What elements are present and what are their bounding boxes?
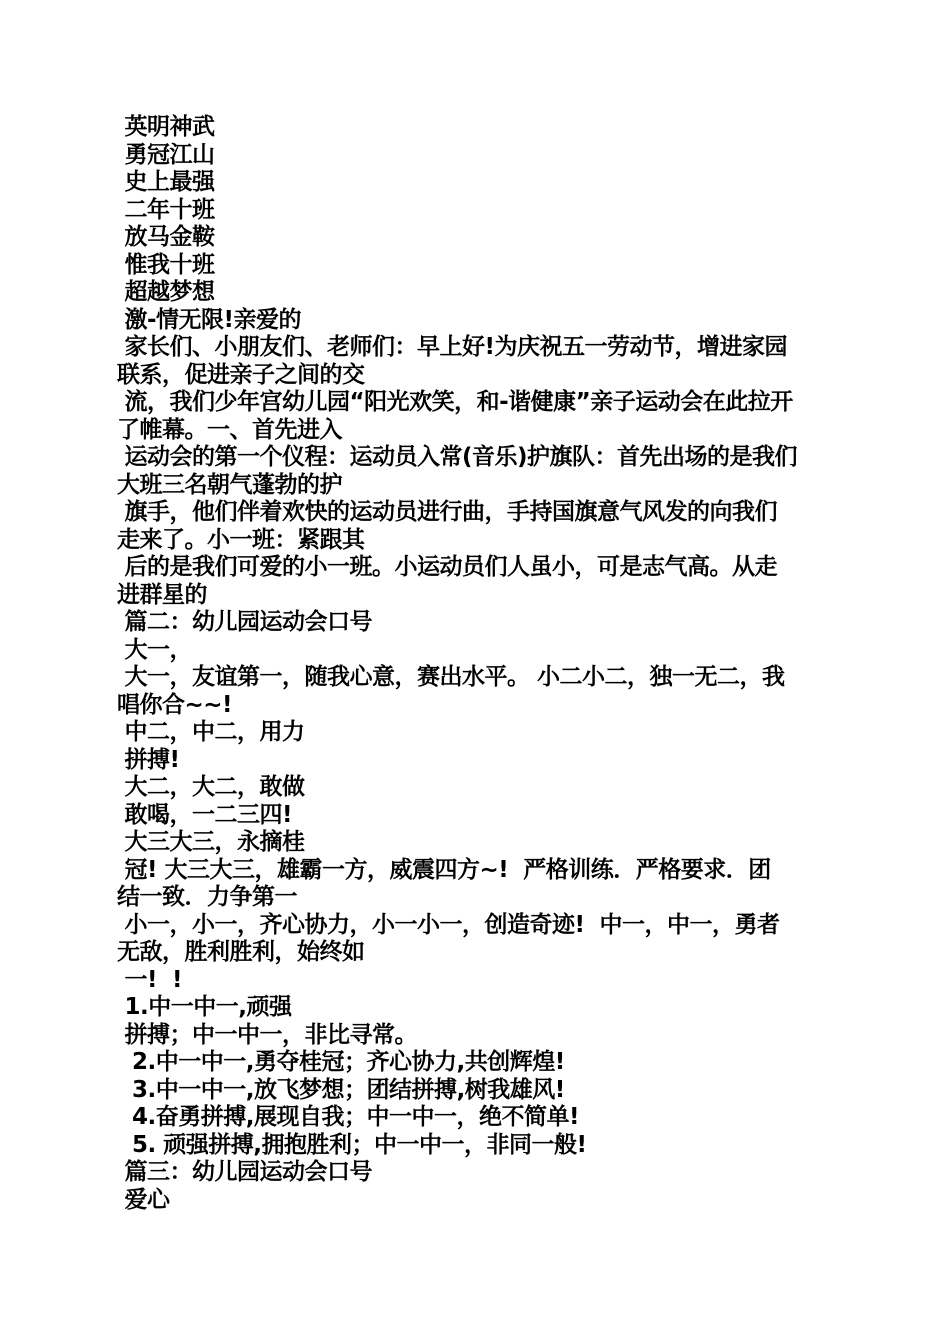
text-line: 放马金鞍 [117,224,215,250]
text-line: 流，我们少年宫幼儿园“阳光欢笑，和-谐健康”亲子运动会在此拉开 [117,389,793,415]
text-line: 拼搏! [117,746,180,773]
text-line: 家长们、小朋友们、老师们：早上好!为庆祝五一劳动节，增进家园 [117,334,787,360]
text-line: 中二，中二，用力 [117,719,305,745]
text-line: 大二，大二，敢做 [117,774,305,800]
text-line: 超越梦想 [117,279,215,305]
list-item: 4.奋勇拼搏,展现自我；中一中一，绝不简单! [117,1104,579,1130]
text-line: 大一，友谊第一，随我心意，赛出水平。 小二小二，独一无二，我 [117,664,785,690]
text-line: 了帷幕。一、首先进入 [117,416,342,443]
text-line: 大班三名朝气蓬勃的护 [117,471,342,498]
text-line: 后的是我们可爱的小一班。小运动员们人虽小，可是志气高。从走 [117,554,778,580]
list-item: 3.中一中一,放飞梦想；团结拼搏,树我雄风! [117,1076,565,1103]
text-line: 英明神武 [117,114,215,140]
text-line: 冠! 大三大三，雄霸一方，威震四方~! 严格训练．严格要求．团 [117,856,771,883]
list-item: 5. 顽强拼搏,拥抱胜利；中一中一，非同一般! [117,1131,587,1158]
text-line: 唱你合~~! [117,691,233,718]
text-line: 激-情无限!亲爱的 [117,306,302,333]
text-line: 走来了。小一班：紧跟其 [117,526,365,553]
text-line: 无敌，胜利胜利，始终如 [117,939,365,965]
text-line: 勇冠江山 [117,141,215,168]
text-line: 敢喝，一二三四! [117,801,292,828]
text-line: 惟我十班 [117,251,215,278]
section-heading: 篇二：幼儿园运动会口号 [117,609,373,635]
text-line: 二年十班 [117,196,215,223]
document-body [117,114,837,1214]
text-line: 运动会的第一个仪程：运动员入常(音乐)护旗队：首先出场的是我们 [117,444,798,470]
text-line: 史上最强 [117,169,215,195]
text-line: 旗手，他们伴着欢快的运动员进行曲，手持国旗意气风发的向我们 [117,499,778,525]
list-item: 1.中一中一,顽强 [117,994,292,1020]
text-line: 结一致．力争第一 [117,884,297,910]
text-line: 爱心 [117,1186,170,1213]
text-line: 大三大三，永摘桂 [117,829,305,855]
section-heading: 篇三：幼儿园运动会口号 [117,1159,373,1185]
text-line: 联系，促进亲子之间的交 [117,361,365,388]
text-line: 一! ! [117,966,183,993]
list-item: 2.中一中一,勇夺桂冠；齐心协力,共创辉煌! [117,1049,565,1075]
text-line: 进群星的 [117,581,207,608]
text-line: 大一， [117,636,193,663]
text-line: 小一，小一，齐心协力，小一小一，创造奇迹! 中一，中一，勇者 [117,911,780,938]
text-line: 拼搏；中一中一，非比寻常。 [117,1021,418,1048]
